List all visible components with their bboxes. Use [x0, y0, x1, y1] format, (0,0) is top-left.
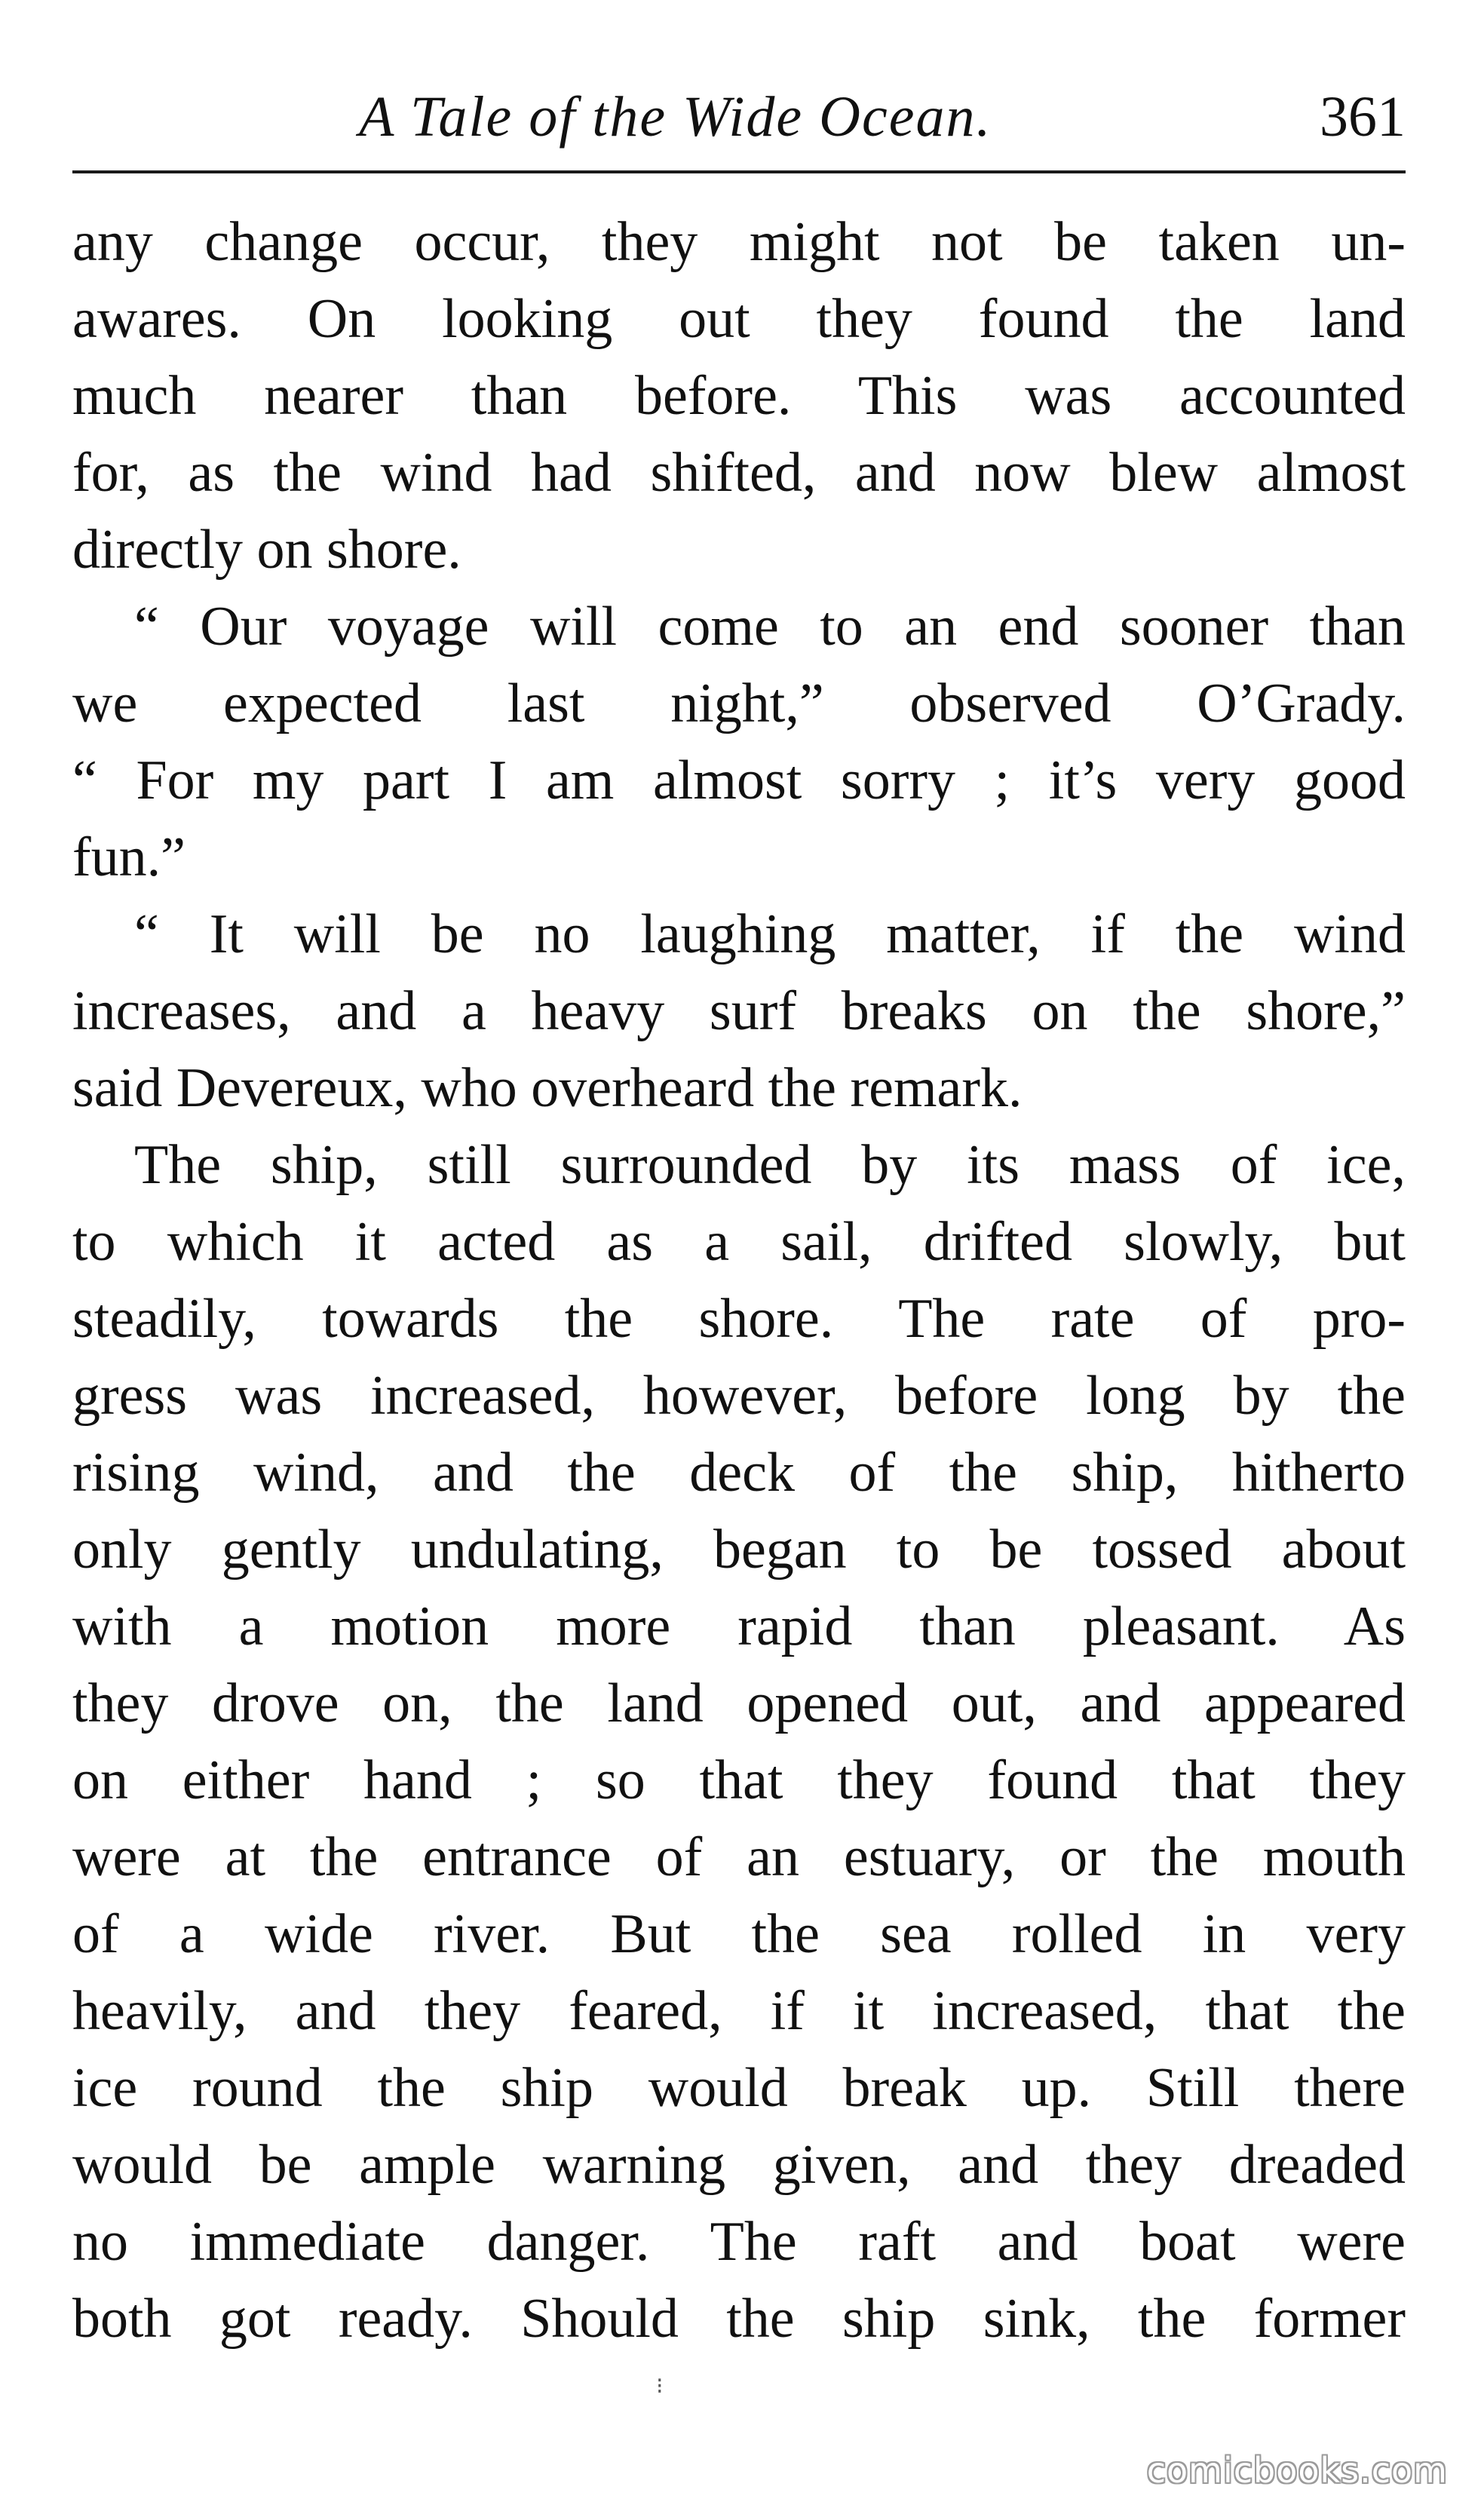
text-line: increases, and a heavy surf breaks on the shore,” [72, 980, 1406, 1042]
text-line: said Devereux, who overheard the remark. [72, 1057, 1023, 1119]
text-line: we expected last night,” observed O’Grady. [72, 673, 1406, 734]
body-text [72, 204, 1406, 2357]
text-line: would be ample warning given, and they dreaded [72, 2134, 1406, 2196]
text-line: “ It will be no laughing matter, if the wind [134, 903, 1406, 965]
text-line: “ Our voyage will come to an end sooner than [134, 596, 1406, 658]
text-line: heavily, and they feared, if it increased, that the [72, 1980, 1406, 2042]
header-rule [72, 170, 1406, 173]
text-line: directly on shore. [72, 519, 461, 581]
text-line: no immediate danger. The raft and boat were [72, 2211, 1406, 2273]
text-line: gress was increased, however, before long by the [72, 1365, 1406, 1427]
text-line: rising wind, and the deck of the ship, hitherto [72, 1442, 1406, 1504]
watermark: comicbooks.com [1146, 2450, 1448, 2491]
text-line: for, as the wind had shifted, and now blew almost [72, 442, 1406, 504]
text-line: fun.” [72, 826, 186, 888]
text-line: ice round the ship would break up. Still there [72, 2057, 1406, 2119]
text-line: of a wide river. But the sea rolled in very [72, 1903, 1406, 1965]
text-line: only gently undulating, began to be tossed about [72, 1519, 1406, 1581]
text-line: much nearer than before. This was accounted [72, 365, 1406, 427]
text-line: were at the entrance of an estuary, or the mouth [72, 1826, 1406, 1888]
running-head [72, 75, 1406, 158]
text-line: on either hand ; so that they found that they [72, 1749, 1406, 1811]
text-line: any change occur, they might not be taken un- [72, 211, 1406, 273]
text-line: they drove on, the land opened out, and appeared [72, 1673, 1406, 1734]
text-line: with a motion more rapid than pleasant. As [72, 1596, 1406, 1657]
text-line: steadily, towards the shore. The rate of pro- [72, 1288, 1406, 1350]
running-title: A Tale of the Wide Ocean. [359, 85, 992, 149]
text-line: to which it acted as a sail, drifted slowly, but [72, 1211, 1406, 1273]
text-line: awares. On looking out they found the land [72, 288, 1406, 350]
text-line: both got ready. Should the ship sink, the former [72, 2288, 1406, 2350]
stray-print-mark: ⁝ [656, 2374, 664, 2399]
text-line: “ For my part I am almost sorry ; it’s very good [72, 750, 1406, 811]
text-line: The ship, still surrounded by its mass of ice, [134, 1134, 1406, 1196]
page-number: 361 [1320, 85, 1406, 149]
